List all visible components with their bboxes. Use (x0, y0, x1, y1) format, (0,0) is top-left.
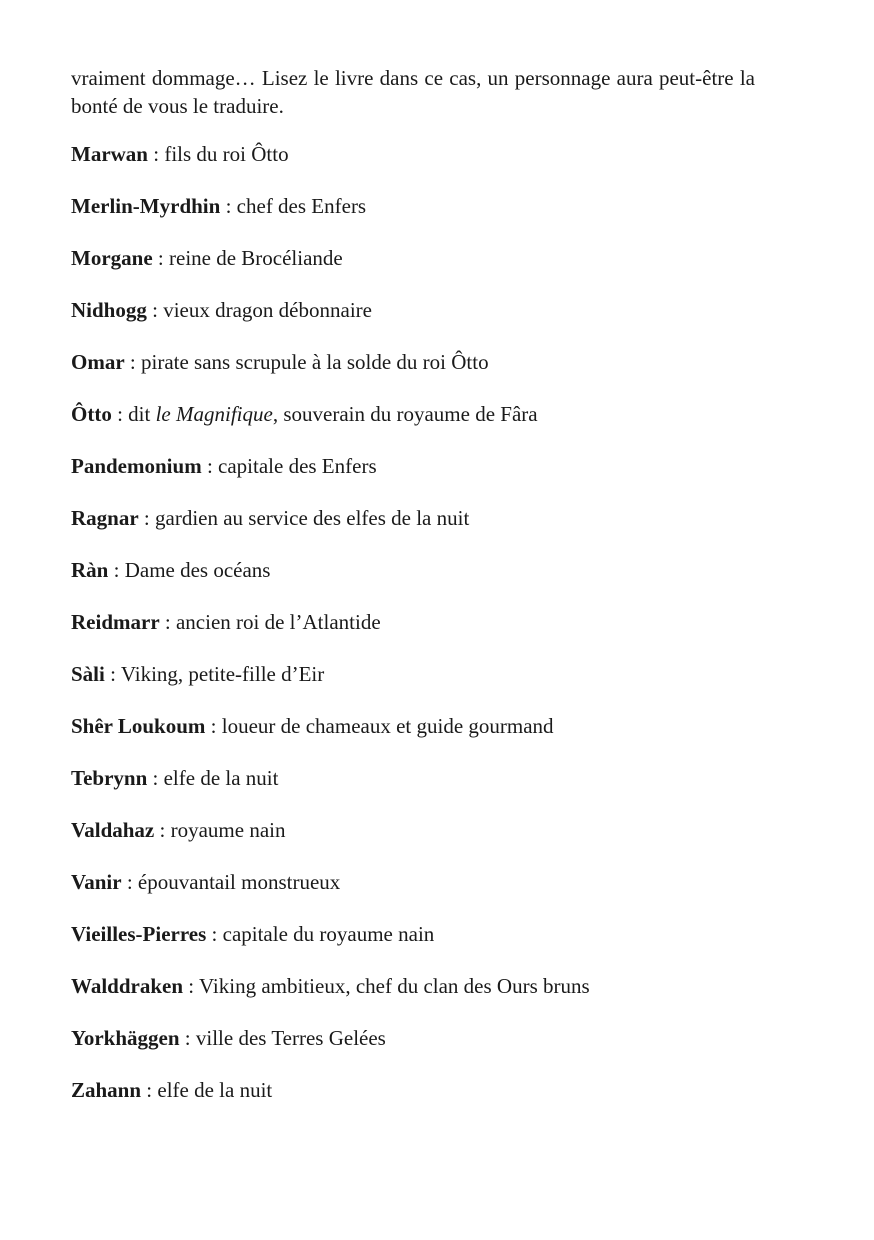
glossary-definition: fils du roi Ôtto (164, 142, 289, 166)
glossary-entry (71, 400, 755, 428)
glossary-entry (71, 712, 755, 740)
glossary-definition: ville des Terres Gelées (195, 1026, 386, 1050)
glossary-entry (71, 1076, 755, 1104)
glossary-definition: chef des Enfers (236, 194, 367, 218)
glossary-term: Reidmarr (71, 610, 160, 634)
glossary-term: Sàli (71, 662, 105, 686)
glossary-separator: : (205, 714, 222, 738)
glossary-term: Nidhogg (71, 298, 147, 322)
glossary-definition: pirate sans scrupule à la solde du roi Ôtto (141, 350, 489, 374)
glossary-entry (71, 452, 755, 480)
glossary-definition: elfe de la nuit (157, 1078, 273, 1102)
glossary-separator: : (183, 974, 200, 998)
glossary-definition: capitale des Enfers (218, 454, 377, 478)
glossary-entry (71, 920, 755, 948)
glossary-definition-italic: le Magnifique (155, 402, 273, 426)
glossary-separator: : (179, 1026, 196, 1050)
glossary-term: Vieilles-Pierres (71, 922, 207, 946)
glossary-term: Ôtto (71, 402, 112, 426)
glossary-entry (71, 816, 755, 844)
glossary-entry (71, 660, 755, 688)
glossary-separator: : (152, 246, 169, 270)
glossary-term: Marwan (71, 142, 148, 166)
glossary-definition: capitale du royaume nain (222, 922, 435, 946)
glossary-entry (71, 1024, 755, 1052)
glossary-entry (71, 556, 755, 584)
glossary-entry (71, 192, 755, 220)
glossary-term: Yorkhäggen (71, 1026, 180, 1050)
intro-paragraph: vraiment dommage… Lisez le livre dans ce cas, un personnage aura peut-être la bonté de vous le traduire. (71, 66, 755, 118)
glossary-definition: vieux dragon débonnaire (163, 298, 372, 322)
glossary-definition: loueur de chameaux et guide gourmand (221, 714, 554, 738)
glossary-definition: épouvantail monstrueux (137, 870, 341, 894)
glossary-term: Valdahaz (71, 818, 155, 842)
glossary-term: Ragnar (71, 506, 139, 530)
glossary-definition: ancien roi de l’Atlantide (175, 610, 381, 634)
glossary-separator: : (121, 870, 138, 894)
glossary-separator: : (148, 142, 165, 166)
glossary-separator: : (141, 1078, 158, 1102)
glossary-term: Omar (71, 350, 125, 374)
glossary-term: Merlin-Myrdhin (71, 194, 221, 218)
glossary-entry (71, 504, 755, 532)
glossary-definition: dit (128, 402, 156, 426)
glossary-entry (71, 868, 755, 896)
glossary-term: Ràn (71, 558, 109, 582)
glossary-definition-rest: , souverain du royaume de Fâra (272, 402, 538, 426)
glossary-separator: : (159, 610, 176, 634)
glossary-term: Tebrynn (71, 766, 148, 790)
glossary-separator: : (154, 818, 171, 842)
glossary-definition: royaume nain (170, 818, 286, 842)
glossary-entry (71, 608, 755, 636)
glossary-separator: : (138, 506, 156, 530)
glossary-definition: Dame des océans (124, 558, 271, 582)
glossary-separator: : (124, 350, 141, 374)
glossary-definition: Viking, petite-fille d’Eir (120, 662, 325, 686)
glossary-separator: : (220, 194, 237, 218)
glossary-entry (71, 140, 755, 168)
glossary-definition: reine de Brocéliande (169, 246, 343, 270)
glossary-definition: elfe de la nuit (163, 766, 279, 790)
glossary-separator: : (108, 558, 125, 582)
glossary-separator: : (104, 662, 121, 686)
glossary-entry (71, 244, 755, 272)
glossary-term: Shêr Loukoum (71, 714, 206, 738)
glossary-separator: : (206, 922, 223, 946)
glossary-term: Pandemonium (71, 454, 202, 478)
glossary-definition: Viking ambitieux, chef du clan des Ours bruns (199, 974, 590, 998)
glossary-entry (71, 348, 755, 376)
glossary-list (71, 140, 755, 1104)
glossary-term: Zahann (71, 1078, 142, 1102)
document-page (71, 64, 755, 1128)
glossary-term: Morgane (71, 246, 153, 270)
glossary-definition: gardien au service des elfes de la nuit (155, 506, 470, 530)
glossary-separator: : (146, 298, 164, 322)
glossary-separator: : (201, 454, 219, 478)
glossary-entry (71, 764, 755, 792)
glossary-term: Vanir (71, 870, 122, 894)
glossary-entry (71, 972, 755, 1000)
glossary-separator: : (111, 402, 129, 426)
glossary-separator: : (147, 766, 164, 790)
glossary-entry (71, 296, 755, 324)
glossary-term: Walddraken (71, 974, 184, 998)
